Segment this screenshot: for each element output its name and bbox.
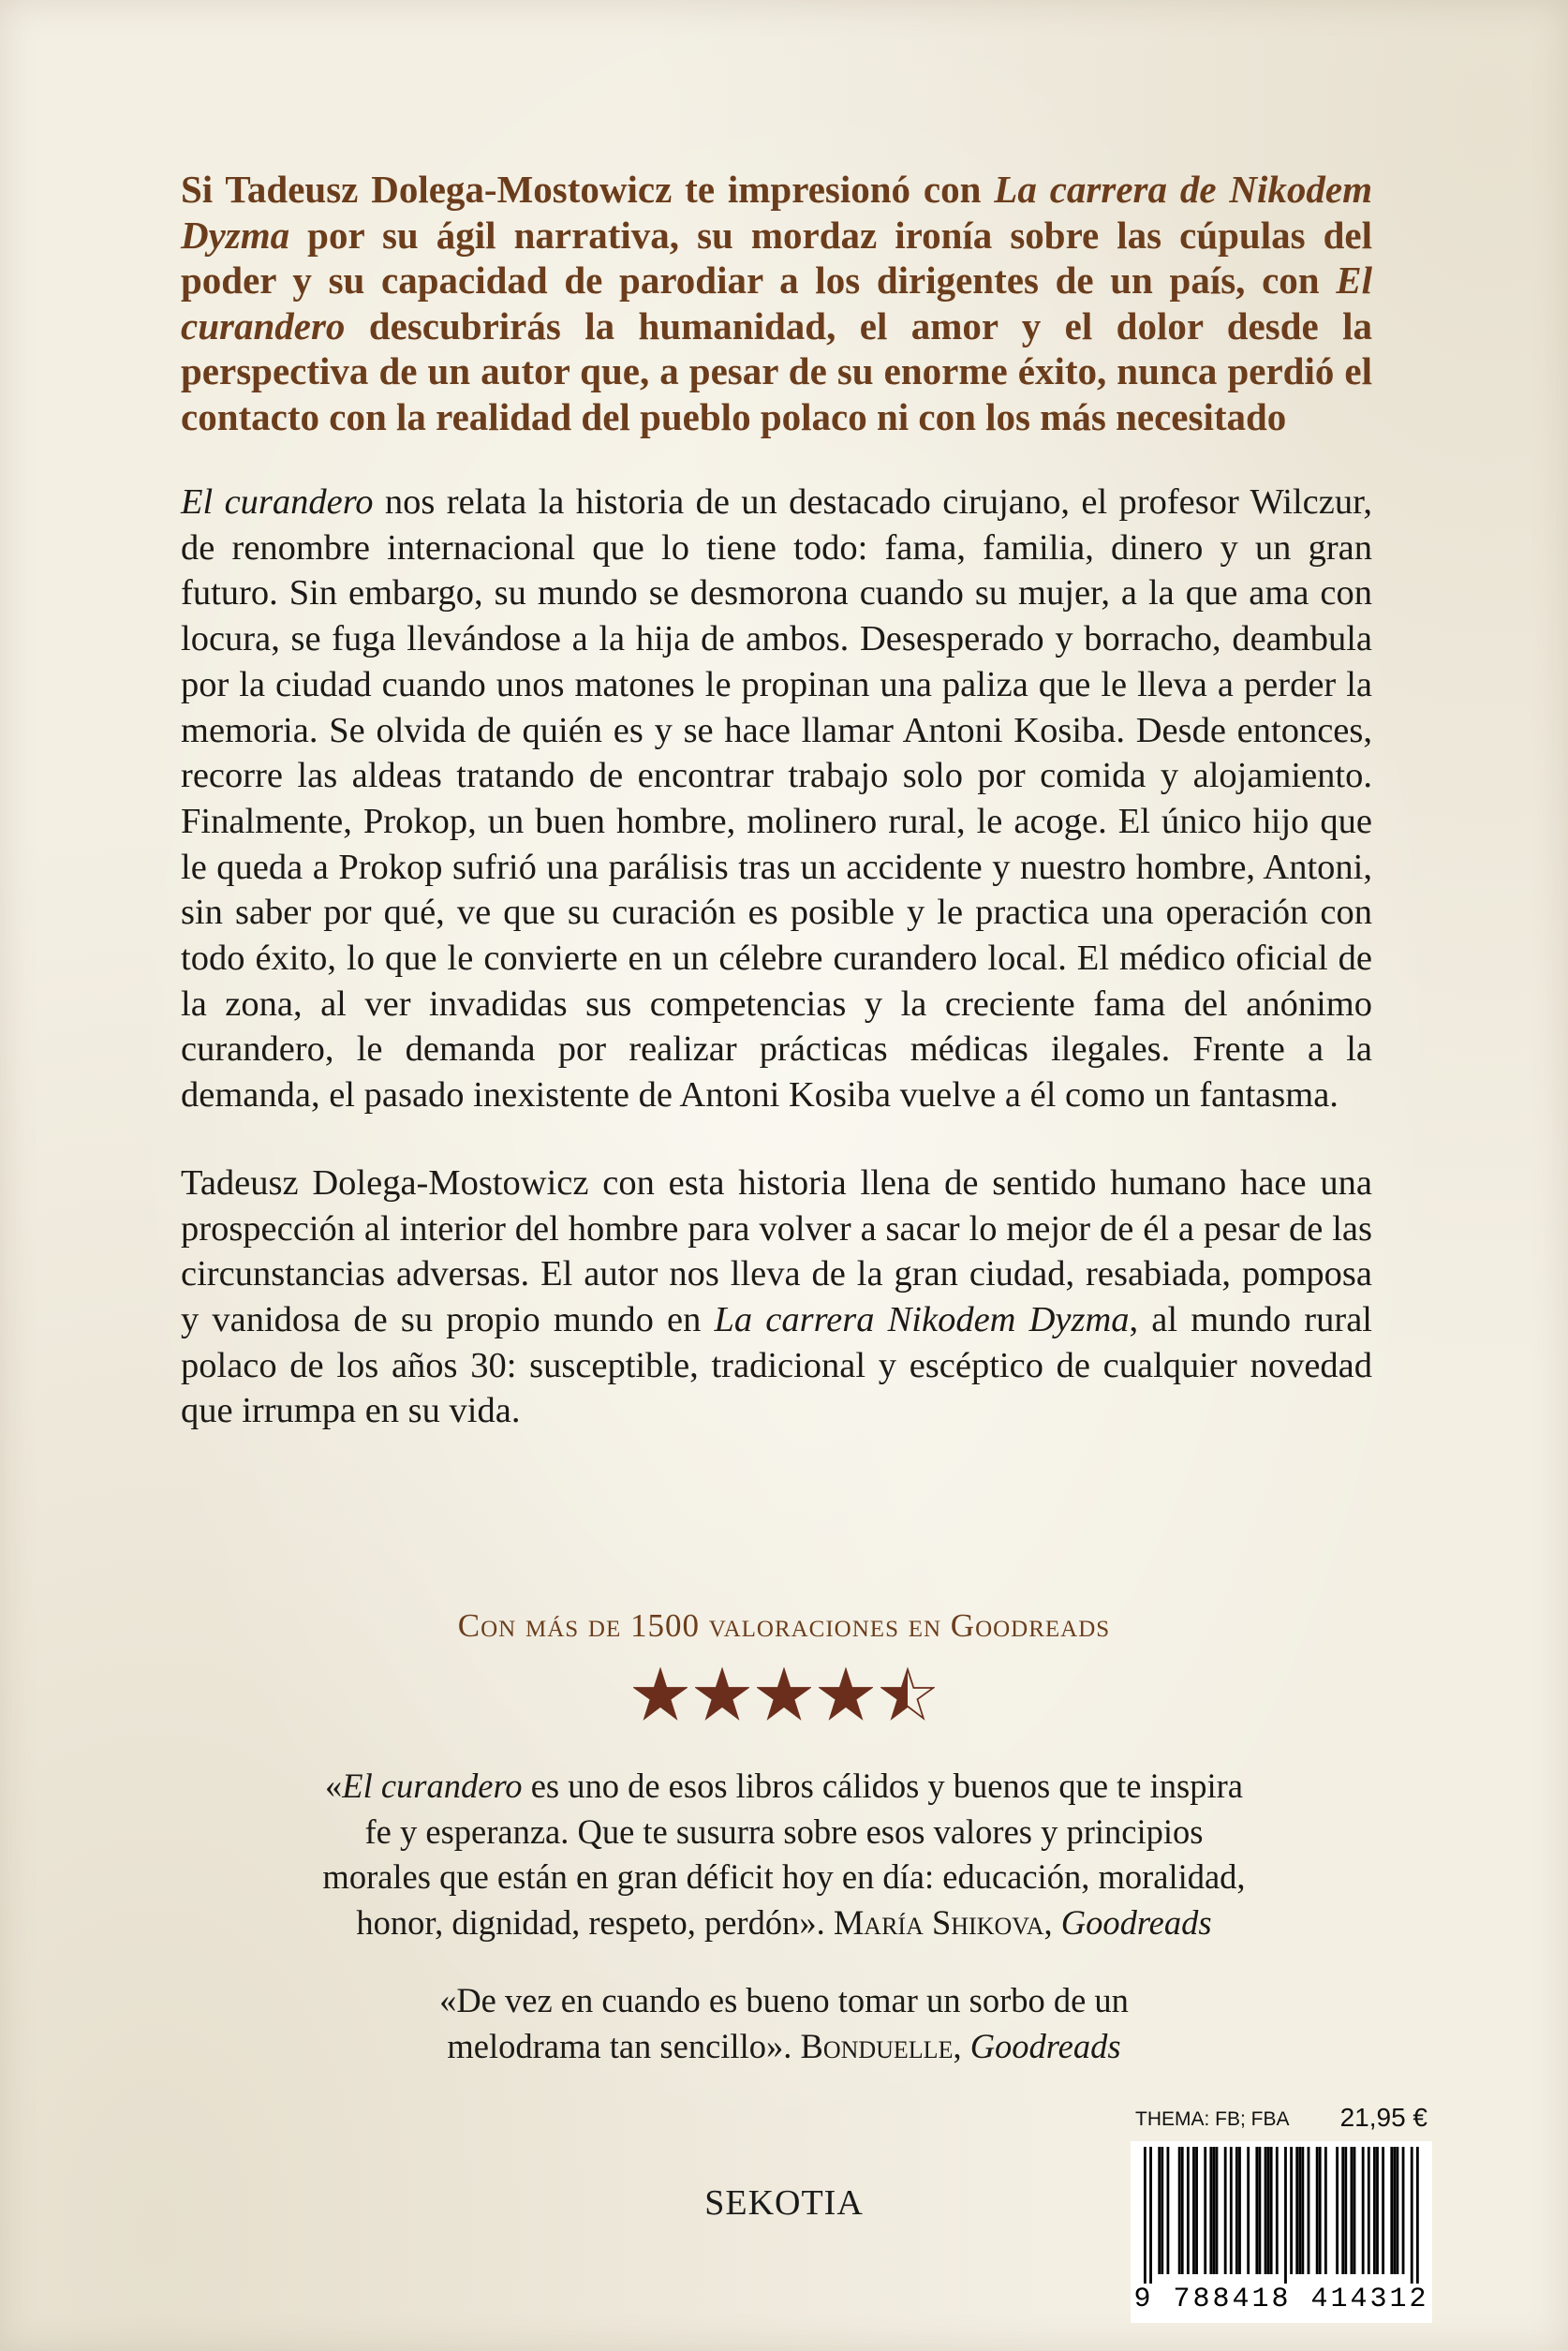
star-full-icon: [757, 1667, 811, 1722]
intro-text-3: descubrirás la humanidad, el amor y el dolor desde la perspectiva de un autor que, a pesar de su enorme éxito, nunca perdió el contacto con la realidad del pueblo polaco ni con los más necesitado: [181, 303, 1372, 438]
synopsis-text: nos relata la historia de un destacado cirujano, el profesor Wilczur, de renombre internacional que lo tiene todo: fama, familia, dinero y un gran futuro. Sin embargo, su mundo se desmorona cuando su mujer, a la que ama con locura, se fuga llevándose a la hija de ambos. Desesperado y borracho, deambula por la ciudad cuando unos matones le propinan una paliza que le lleva a perder la memoria. Se olvida de quién es y se hace llamar Antoni Kosiba. Desde entonces, recorre las aldeas tratando de encontrar trabajo solo por comida y alojamiento. Finalmente, Prokop, un buen hombre, molinero rural, le acoge. El único hijo que le queda a Prokop sufrió una parálisis tras un accidente y nuestro hombre, Antoni, sin saber por qué, ve que su curación es posible y le practica una operación con todo éxito, lo que le convierte en un célebre curandero local. El médico oficial de la zona, al ver invadidas sus competencias y la creciente fama del anónimo curandero, le demanda por realizar prácticas médicas ilegales. Frente a la demanda, el pasado inexistente de Antoni Kosiba vuelve a él como un fantasma.: [181, 482, 1372, 1116]
review-quote-2: [0, 1978, 1568, 2069]
star-rating: [0, 1667, 1568, 1722]
back-cover-text: [181, 167, 1372, 1434]
synopsis-title: El curandero: [181, 482, 374, 522]
quote2-text: «De vez en cuando es bueno tomar un sorbo de un melodrama tan sencillo».: [439, 1981, 1129, 2065]
thema-code-row: [1135, 2103, 1427, 2132]
star-full-icon: [633, 1667, 688, 1722]
intro-text-2: por su ágil narrativa, su mordaz ironía sobre las cúpulas del poder y su capacidad de parodiar a los dirigentes de un país, con: [181, 213, 1372, 302]
quote1-title: El curandero: [342, 1767, 523, 1805]
quote1-text: es uno de esos libros cálidos y buenos que te inspira fe y esperanza. Que te susurra sobre esos valores y principios morales que están en gran déficit hoy en día: educación, moralidad, honor, dignidad, respeto, perdón».: [322, 1767, 1246, 1942]
quote2-source: Goodreads: [969, 2026, 1121, 2065]
goodreads-rating-caption: Con más de 1500 valoraciones en Goodreads: [457, 1607, 1111, 1644]
author-paragraph: [181, 1161, 1372, 1434]
isbn-barcode: [1131, 2141, 1432, 2323]
price-label: 21,95 €: [1339, 2103, 1427, 2132]
star-full-icon: [695, 1667, 749, 1722]
quote2-author: Bonduelle: [800, 2026, 954, 2065]
review-quote-1: [0, 1764, 1568, 1945]
quote1-author: María Shikova: [833, 1902, 1044, 1942]
intro-paragraph: [181, 167, 1372, 439]
author-text-1: Tadeusz Dolega-Mostowicz con esta historia llena de sentido humano hace una prospección al interior del hombre para volver a sacar lo mejor de él a pesar de las circunstancias adversas. El autor nos lleva de la gran ciudad, resabiada, pomposa y vanidosa de su propio mundo en: [181, 1162, 1372, 1339]
thema-code: THEMA: FB; FBA: [1135, 2108, 1290, 2130]
synopsis-paragraph: [181, 480, 1372, 1118]
star-half-icon: [880, 1667, 935, 1722]
quote1-sep: ,: [1043, 1902, 1061, 1942]
quote1-source: Goodreads: [1060, 1902, 1212, 1942]
quote1-open: «: [325, 1767, 343, 1805]
publisher-logo: SEKOTIA: [704, 2183, 864, 2223]
intro-text-1: Si Tadeusz Dolega-Mostowicz te impresionó con: [181, 168, 995, 211]
intro-title-2: El curandero: [181, 259, 1372, 347]
author-title: La carrera Nikodem Dyzma: [714, 1299, 1130, 1339]
author-text-2: , al mundo rural polaco de los años 30: susceptible, tradicional y escéptico de cualquier novedad que irrumpa en su vida.: [181, 1299, 1372, 1431]
isbn-number: 9 788418 414312: [1133, 2284, 1429, 2315]
star-full-icon: [819, 1667, 873, 1722]
quote2-sep: ,: [953, 2026, 970, 2065]
intro-title-1: La carrera de Nikodem Dyzma: [181, 168, 1373, 257]
